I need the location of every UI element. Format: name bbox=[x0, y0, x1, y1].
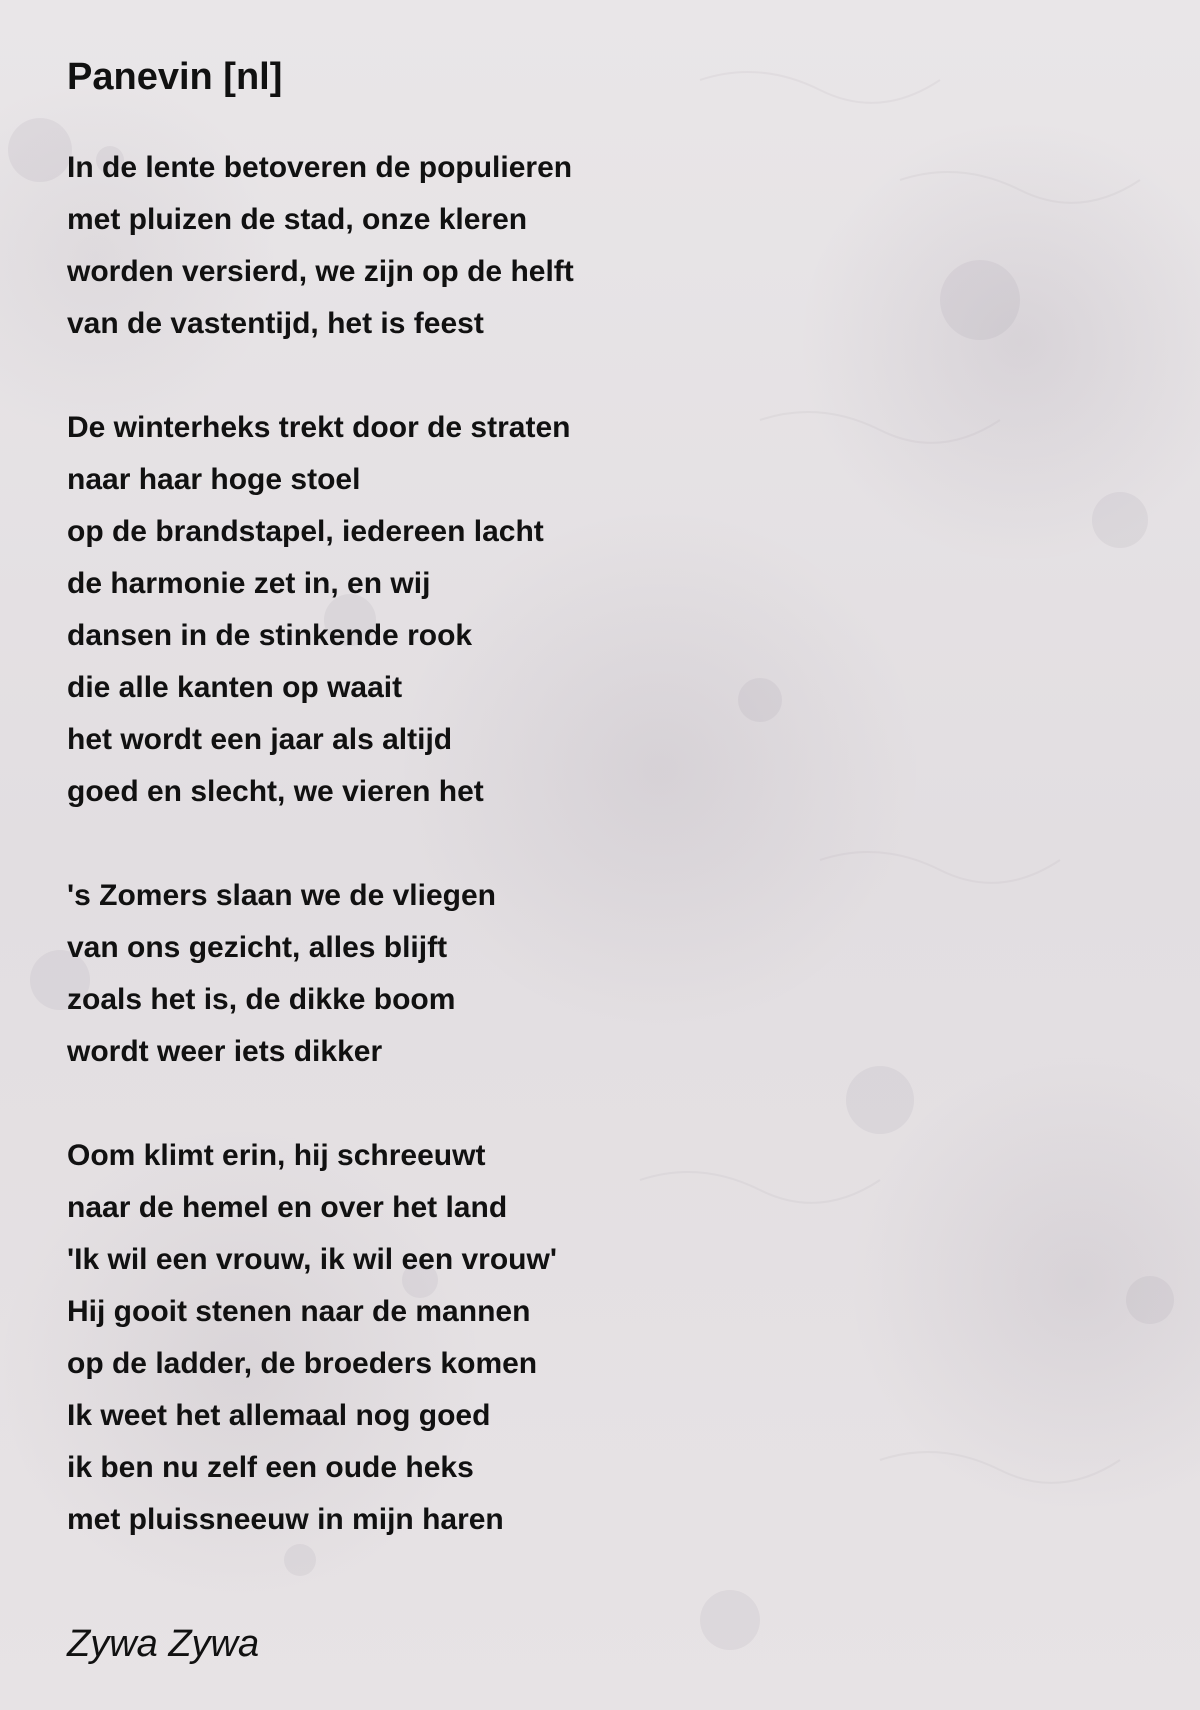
poem-title: Panevin [nl] bbox=[67, 56, 283, 98]
poem-line: met pluizen de stad, onze kleren bbox=[67, 203, 528, 236]
poem-line: 's Zomers slaan we de vliegen bbox=[67, 879, 496, 912]
poem-line: Hij gooit stenen naar de mannen bbox=[67, 1295, 531, 1328]
poem-author: Zywa Zywa bbox=[67, 1623, 260, 1665]
poem-line: de harmonie zet in, en wij bbox=[67, 567, 431, 600]
poem-line: naar haar hoge stoel bbox=[67, 463, 361, 496]
stanza-2 bbox=[67, 402, 1067, 818]
poem-line: van ons gezicht, alles blijft bbox=[67, 931, 448, 964]
poem-line: dansen in de stinkende rook bbox=[67, 619, 473, 652]
poem-line: wordt weer iets dikker bbox=[67, 1035, 383, 1068]
poem-line: In de lente betoveren de populieren bbox=[67, 151, 573, 184]
poem-line: ik ben nu zelf een oude heks bbox=[67, 1451, 474, 1484]
poem-line: die alle kanten op waait bbox=[67, 671, 403, 704]
poem-line: zoals het is, de dikke boom bbox=[67, 983, 456, 1016]
stanza-1 bbox=[67, 142, 1067, 350]
poem-line: het wordt een jaar als altijd bbox=[67, 723, 453, 756]
stanza-4 bbox=[67, 1130, 1067, 1546]
poem-line: op de ladder, de broeders komen bbox=[67, 1347, 538, 1380]
poem-line: met pluissneeuw in mijn haren bbox=[67, 1503, 504, 1536]
poem-line: Ik weet het allemaal nog goed bbox=[67, 1399, 491, 1432]
poem-line: goed en slecht, we vieren het bbox=[67, 775, 484, 808]
poem-line: worden versierd, we zijn op de helft bbox=[67, 255, 574, 288]
poem-line: naar de hemel en over het land bbox=[67, 1191, 508, 1224]
stanza-3 bbox=[67, 870, 1067, 1078]
poem-line: van de vastentijd, het is feest bbox=[67, 307, 484, 340]
poem-line: De winterheks trekt door de straten bbox=[67, 411, 571, 444]
poem-page bbox=[67, 44, 1067, 1672]
poem-line: Oom klimt erin, hij schreeuwt bbox=[67, 1139, 486, 1172]
poem-line: op de brandstapel, iedereen lacht bbox=[67, 515, 544, 548]
poem-line: 'Ik wil een vrouw, ik wil een vrouw' bbox=[67, 1243, 557, 1276]
